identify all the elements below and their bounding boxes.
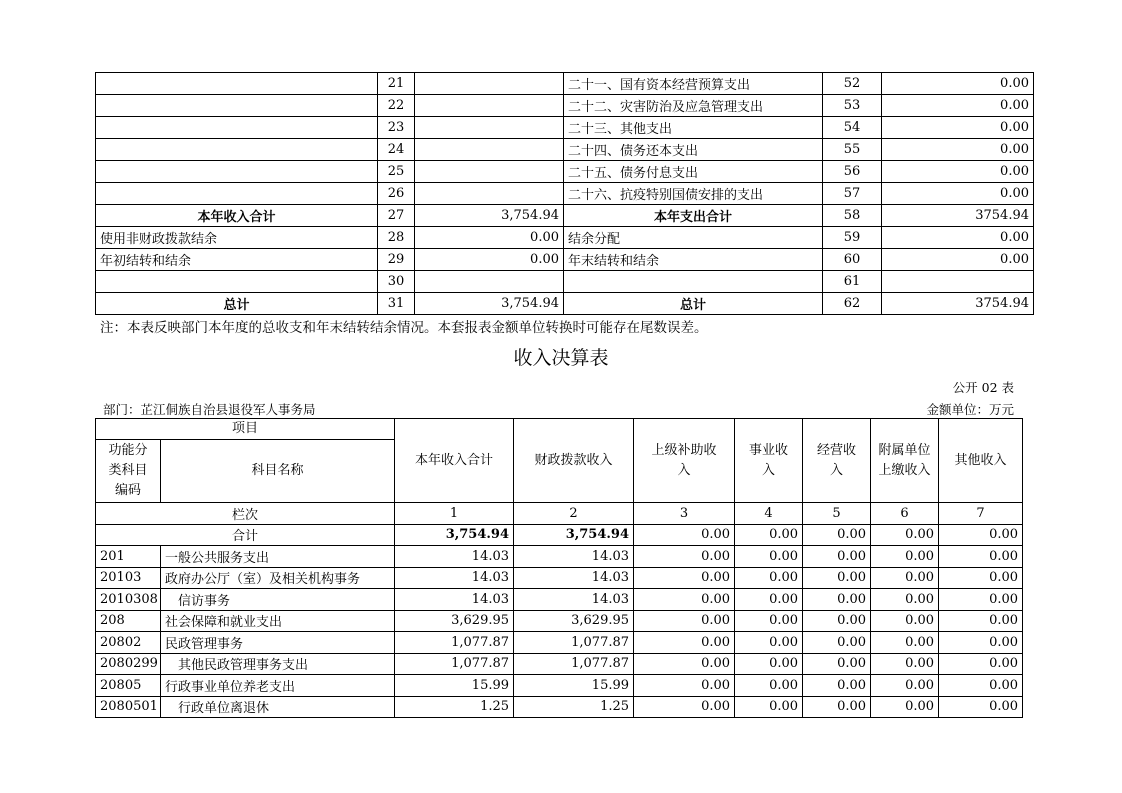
table-row	[96, 161, 1034, 183]
left-line-no: 31	[378, 293, 415, 315]
left-line-no: 21	[378, 73, 415, 95]
table-row	[96, 567, 1023, 589]
amount-cell: 0.00	[939, 610, 1023, 632]
amount-cell: 14.03	[514, 589, 634, 611]
table-row	[96, 183, 1034, 205]
subject-code: 208	[96, 610, 161, 632]
right-line-no: 62	[823, 293, 882, 315]
amount-cell: 0.00	[803, 589, 871, 611]
right-line-no: 61	[823, 271, 882, 293]
table-code: 公开 02 表	[952, 380, 1014, 395]
right-amount: 0.00	[882, 95, 1034, 117]
left-item-name: 年初结转和结余	[96, 249, 378, 271]
left-line-no: 27	[378, 205, 415, 227]
table-row	[96, 73, 1034, 95]
left-amount: 0.00	[415, 249, 564, 271]
header-col-7: 其他收入	[939, 419, 1023, 503]
table-row	[96, 95, 1034, 117]
left-line-no: 22	[378, 95, 415, 117]
amount-cell: 0.00	[735, 546, 803, 568]
right-line-no: 56	[823, 161, 882, 183]
left-item-name	[96, 161, 378, 183]
left-amount	[415, 271, 564, 293]
total-label: 合计	[96, 524, 395, 546]
table-row	[96, 293, 1034, 315]
header-name: 科目名称	[161, 440, 395, 503]
amount-cell: 14.03	[514, 546, 634, 568]
amount-cell: 0.00	[634, 632, 735, 654]
left-item-name	[96, 139, 378, 161]
department-label: 部门：芷江侗族自治县退役军人事务局	[103, 402, 316, 417]
amount-cell: 0.00	[803, 653, 871, 675]
right-amount: 0.00	[882, 139, 1034, 161]
left-item-name: 使用非财政拨款结余	[96, 227, 378, 249]
right-item-name	[564, 271, 823, 293]
left-amount	[415, 139, 564, 161]
amount-cell: 0.00	[735, 696, 803, 718]
amount-cell: 0.00	[735, 567, 803, 589]
header-col-1: 本年收入合计	[395, 419, 514, 503]
amount-cell: 3,629.95	[514, 610, 634, 632]
total-value: 0.00	[939, 524, 1023, 546]
amount-cell: 0.00	[803, 696, 871, 718]
left-line-no: 28	[378, 227, 415, 249]
col-num: 4	[735, 503, 803, 525]
table-row	[96, 249, 1034, 271]
amount-cell: 0.00	[939, 567, 1023, 589]
table-row	[96, 589, 1023, 611]
amount-cell: 0.00	[871, 675, 939, 697]
right-item-name: 二十六、抗疫特别国债安排的支出	[564, 183, 823, 205]
table-row	[96, 610, 1023, 632]
subject-name: 社会保障和就业支出	[161, 610, 395, 632]
amount-cell: 0.00	[735, 610, 803, 632]
amount-cell: 0.00	[634, 546, 735, 568]
table-row	[96, 139, 1034, 161]
amount-cell: 14.03	[395, 589, 514, 611]
table-note: 注：本表反映部门本年度的总收支和年末结转结余情况。本套报表金额单位转换时可能存在尾数误差。	[100, 320, 708, 336]
right-line-no: 55	[823, 139, 882, 161]
amount-cell: 0.00	[939, 546, 1023, 568]
right-line-no: 59	[823, 227, 882, 249]
amount-cell: 0.00	[939, 632, 1023, 654]
subject-code: 20802	[96, 632, 161, 654]
left-amount	[415, 117, 564, 139]
right-item-name: 二十二、灾害防治及应急管理支出	[564, 95, 823, 117]
table-row	[96, 696, 1023, 718]
amount-cell: 3,629.95	[395, 610, 514, 632]
amount-cell: 1,077.87	[395, 653, 514, 675]
amount-cell: 0.00	[735, 675, 803, 697]
amount-cell: 0.00	[803, 675, 871, 697]
amount-cell: 15.99	[514, 675, 634, 697]
subject-name: 信访事务	[161, 589, 395, 611]
left-amount	[415, 183, 564, 205]
col-num: 3	[634, 503, 735, 525]
right-amount: 0.00	[882, 249, 1034, 271]
amount-cell: 0.00	[939, 696, 1023, 718]
left-line-no: 24	[378, 139, 415, 161]
header-code: 功能分类科目编码	[96, 440, 161, 503]
left-amount	[415, 161, 564, 183]
table-row	[96, 675, 1023, 697]
col-num: 5	[803, 503, 871, 525]
unit-label: 金额单位：万元	[926, 402, 1014, 417]
income-final-accounts-table	[95, 418, 1023, 718]
header-project: 项目	[96, 419, 395, 440]
header-col-3: 上级补助收入	[634, 419, 735, 503]
col-num: 6	[871, 503, 939, 525]
lanci-label: 栏次	[96, 503, 395, 525]
amount-cell: 0.00	[735, 589, 803, 611]
right-line-no: 60	[823, 249, 882, 271]
total-value: 3,754.94	[395, 524, 514, 546]
table-row	[96, 653, 1023, 675]
total-value: 3,754.94	[514, 524, 634, 546]
right-amount: 0.00	[882, 183, 1034, 205]
subject-code: 201	[96, 546, 161, 568]
subject-name: 行政单位离退休	[161, 696, 395, 718]
amount-cell: 0.00	[803, 567, 871, 589]
amount-cell: 15.99	[395, 675, 514, 697]
right-amount: 0.00	[882, 117, 1034, 139]
amount-cell: 0.00	[871, 653, 939, 675]
amount-cell: 0.00	[634, 567, 735, 589]
left-item-name	[96, 95, 378, 117]
table-row	[96, 546, 1023, 568]
subject-name: 其他民政管理事务支出	[161, 653, 395, 675]
total-value: 0.00	[634, 524, 735, 546]
left-amount	[415, 95, 564, 117]
amount-cell: 0.00	[634, 675, 735, 697]
subject-code: 2080501	[96, 696, 161, 718]
right-item-name: 二十三、其他支出	[564, 117, 823, 139]
amount-cell: 0.00	[803, 610, 871, 632]
left-amount: 0.00	[415, 227, 564, 249]
left-amount: 3,754.94	[415, 205, 564, 227]
left-item-name	[96, 271, 378, 293]
total-value: 0.00	[871, 524, 939, 546]
header-col-6: 附属单位上缴收入	[871, 419, 939, 503]
total-value: 0.00	[735, 524, 803, 546]
col-num: 7	[939, 503, 1023, 525]
right-item-name: 二十一、国有资本经营预算支出	[564, 73, 823, 95]
left-line-no: 29	[378, 249, 415, 271]
right-item-name: 年末结转和结余	[564, 249, 823, 271]
amount-cell: 0.00	[634, 696, 735, 718]
left-amount	[415, 73, 564, 95]
amount-cell: 1,077.87	[514, 632, 634, 654]
amount-cell: 1,077.87	[395, 632, 514, 654]
table-row	[96, 117, 1034, 139]
table-row	[96, 205, 1034, 227]
amount-cell: 0.00	[634, 589, 735, 611]
total-row	[96, 524, 1023, 546]
amount-cell: 0.00	[871, 546, 939, 568]
right-line-no: 58	[823, 205, 882, 227]
header-col-2: 财政拨款收入	[514, 419, 634, 503]
amount-cell: 0.00	[939, 653, 1023, 675]
subject-name: 民政管理事务	[161, 632, 395, 654]
left-line-no: 25	[378, 161, 415, 183]
left-item-name	[96, 183, 378, 205]
amount-cell: 0.00	[871, 610, 939, 632]
right-item-name: 结余分配	[564, 227, 823, 249]
right-item-name: 本年支出合计	[564, 205, 823, 227]
amount-cell: 0.00	[871, 589, 939, 611]
total-value: 0.00	[803, 524, 871, 546]
amount-cell: 1.25	[514, 696, 634, 718]
left-item-name: 总计	[96, 293, 378, 315]
right-line-no: 53	[823, 95, 882, 117]
subject-name: 政府办公厅（室）及相关机构事务	[161, 567, 395, 589]
right-amount	[882, 271, 1034, 293]
right-amount: 0.00	[882, 227, 1034, 249]
amount-cell: 1.25	[395, 696, 514, 718]
left-amount: 3,754.94	[415, 293, 564, 315]
right-amount: 3754.94	[882, 205, 1034, 227]
amount-cell: 14.03	[395, 546, 514, 568]
header-col-4: 事业收入	[735, 419, 803, 503]
subject-name: 行政事业单位养老支出	[161, 675, 395, 697]
right-item-name: 总计	[564, 293, 823, 315]
left-item-name: 本年收入合计	[96, 205, 378, 227]
right-amount: 3754.94	[882, 293, 1034, 315]
left-line-no: 23	[378, 117, 415, 139]
amount-cell: 0.00	[634, 610, 735, 632]
subject-code: 20805	[96, 675, 161, 697]
amount-cell: 0.00	[735, 632, 803, 654]
right-item-name: 二十四、债务还本支出	[564, 139, 823, 161]
amount-cell: 0.00	[803, 546, 871, 568]
right-line-no: 57	[823, 183, 882, 205]
right-amount: 0.00	[882, 161, 1034, 183]
table-row	[96, 271, 1034, 293]
col-num: 2	[514, 503, 634, 525]
amount-cell: 0.00	[939, 589, 1023, 611]
left-line-no: 30	[378, 271, 415, 293]
page-title: 收入决算表	[513, 347, 609, 369]
subject-code: 2010308	[96, 589, 161, 611]
amount-cell: 0.00	[871, 632, 939, 654]
right-line-no: 52	[823, 73, 882, 95]
amount-cell: 14.03	[395, 567, 514, 589]
amount-cell: 1,077.87	[514, 653, 634, 675]
amount-cell: 0.00	[735, 653, 803, 675]
amount-cell: 14.03	[514, 567, 634, 589]
left-item-name	[96, 117, 378, 139]
amount-cell: 0.00	[634, 653, 735, 675]
right-amount: 0.00	[882, 73, 1034, 95]
table-row	[96, 227, 1034, 249]
right-item-name: 二十五、债务付息支出	[564, 161, 823, 183]
col-num: 1	[395, 503, 514, 525]
amount-cell: 0.00	[939, 675, 1023, 697]
left-line-no: 26	[378, 183, 415, 205]
subject-name: 一般公共服务支出	[161, 546, 395, 568]
amount-cell: 0.00	[871, 567, 939, 589]
table-row	[96, 632, 1023, 654]
amount-cell: 0.00	[871, 696, 939, 718]
header-col-5: 经营收入	[803, 419, 871, 503]
left-item-name	[96, 73, 378, 95]
subject-code: 2080299	[96, 653, 161, 675]
right-line-no: 54	[823, 117, 882, 139]
amount-cell: 0.00	[803, 632, 871, 654]
subject-code: 20103	[96, 567, 161, 589]
income-expense-summary-table	[95, 72, 1034, 315]
